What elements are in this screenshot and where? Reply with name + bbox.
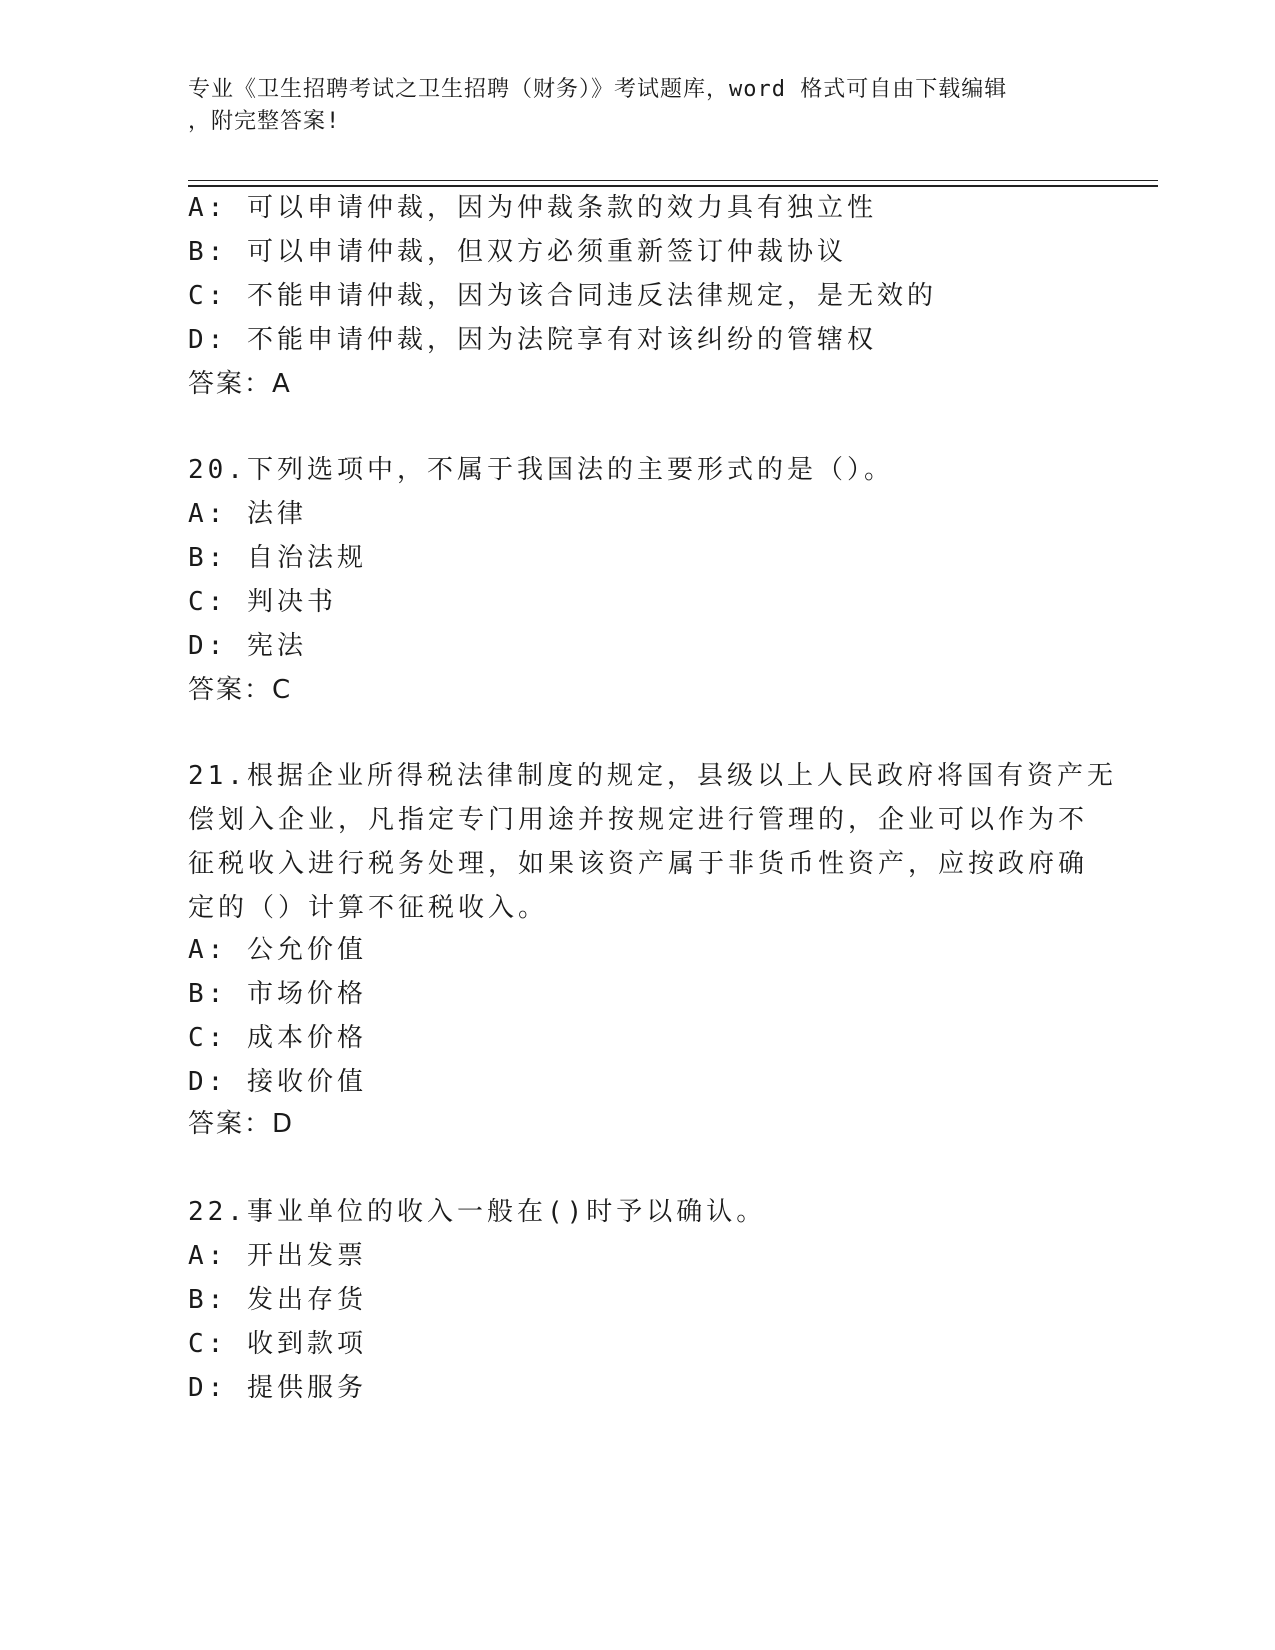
q22-option-d: D: 提供服务 — [188, 1373, 367, 1403]
q21-option-c: C: 成本价格 — [188, 1023, 367, 1053]
q20-answer: 答案：C — [188, 675, 293, 705]
q22-option-a: A: 开出发票 — [188, 1241, 367, 1271]
q19-option-a: A: 可以申请仲裁，因为仲裁条款的效力具有独立性 — [188, 193, 877, 223]
q19-option-d: D: 不能申请仲裁，因为法院享有对该纠纷的管辖权 — [188, 325, 877, 355]
q20-option-b: B: 自治法规 — [188, 543, 367, 573]
q21-option-a: A: 公允价值 — [188, 935, 367, 965]
q21-answer: 答案：D — [188, 1109, 295, 1139]
header-divider-thin — [188, 180, 1158, 181]
q21-option-d: D: 接收价值 — [188, 1067, 367, 1097]
q20-option-d: D: 宪法 — [188, 631, 307, 661]
q20-option-a: A: 法律 — [188, 499, 307, 529]
q20-option-c: C: 判决书 — [188, 587, 337, 617]
q21-question-line-1: 21.根据企业所得税法律制度的规定，县级以上人民政府将国有资产无 — [188, 761, 1117, 791]
q22-question: 22.事业单位的收入一般在()时予以确认。 — [188, 1197, 767, 1227]
q21-question-line-2: 偿划入企业，凡指定专门用途并按规定进行管理的，企业可以作为不 — [188, 805, 1089, 835]
q20-question: 20.下列选项中，不属于我国法的主要形式的是（）。 — [188, 455, 894, 485]
q19-answer: 答案：A — [188, 369, 292, 399]
q22-option-b: B: 发出存货 — [188, 1285, 367, 1315]
q21-question-line-3: 征税收入进行税务处理，如果该资产属于非货币性资产，应按政府确 — [188, 849, 1089, 879]
q21-question-line-4: 定的（）计算不征税收入。 — [188, 893, 549, 923]
q21-option-b: B: 市场价格 — [188, 979, 367, 1009]
document-header — [188, 74, 1078, 138]
header-line-2: ，附完整答案! — [188, 109, 341, 134]
header-divider-thick — [188, 185, 1158, 187]
header-line-1: 专业《卫生招聘考试之卫生招聘（财务）》考试题库，word 格式可自由下载编辑 — [188, 77, 1008, 102]
q19-option-c: C: 不能申请仲裁，因为该合同违反法律规定，是无效的 — [188, 281, 937, 311]
q22-option-c: C: 收到款项 — [188, 1329, 367, 1359]
q19-option-b: B: 可以申请仲裁，但双方必须重新签订仲裁协议 — [188, 237, 847, 267]
